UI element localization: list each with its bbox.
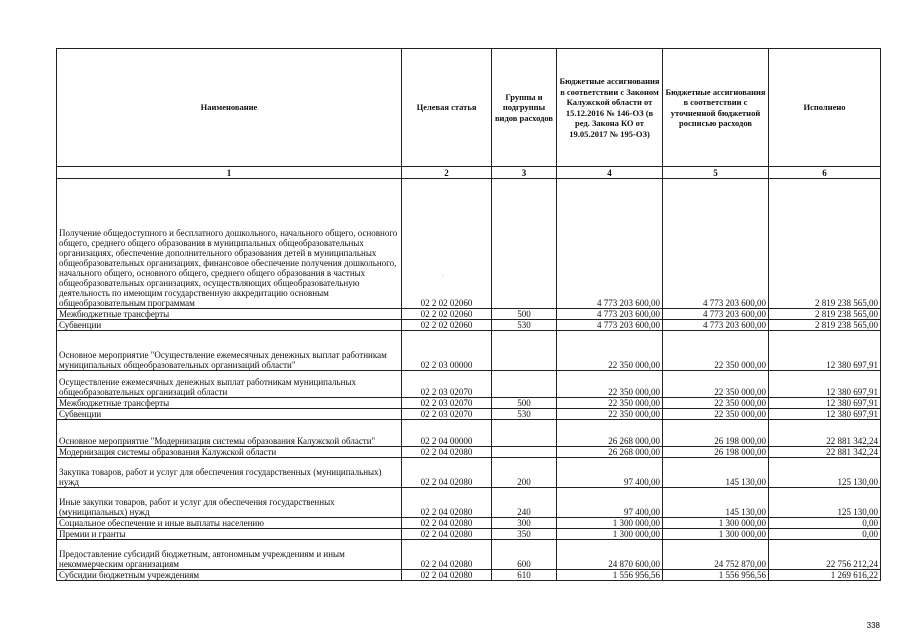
row-executed: 1 269 616,22 xyxy=(769,570,881,581)
table-row xyxy=(57,320,881,331)
table-row xyxy=(57,309,881,320)
row-approved: 22 350 000,00 xyxy=(557,331,663,371)
header-target-article: Целевая статья xyxy=(402,49,492,167)
row-executed: 2 819 238 565,00 xyxy=(769,179,881,309)
header-approved-law: Бюджетные ассигнования в соответствии с Законом Калужской области от 15.12.2016 № 146-ОЗ (в ред. Закона КО от 19.05.2017 № 195-ОЗ) xyxy=(557,49,663,167)
row-name: Субсидии бюджетным учреждениям xyxy=(57,570,402,581)
row-target-code: 02 2 04 02080 xyxy=(402,570,492,581)
row-approved: 97 400,00 xyxy=(557,488,663,518)
row-executed: 12 380 697,91 xyxy=(769,371,881,398)
row-approved: 24 870 600,00 xyxy=(557,540,663,570)
row-name: Иные закупки товаров, работ и услуг для обеспечения государственных (муниципальных) нужд xyxy=(57,488,402,518)
row-target-code: 02 2 02 02060 xyxy=(402,320,492,331)
table-row xyxy=(57,447,881,458)
row-target-code: 02 2 04 02080 xyxy=(402,447,492,458)
row-group xyxy=(492,420,557,447)
row-group: 530 xyxy=(492,409,557,420)
row-name: Закупка товаров, работ и услуг для обеспечения государственных (муниципальных) нужд xyxy=(57,458,402,488)
row-group: 200 xyxy=(492,458,557,488)
row-name: Осуществление ежемесячных денежных выплат работникам муниципальных общеобразовательных организаций области xyxy=(57,371,402,398)
row-name: Субвенции xyxy=(57,320,402,331)
table-row xyxy=(57,518,881,529)
row-executed: 125 130,00 xyxy=(769,458,881,488)
row-refined: 24 752 870,00 xyxy=(663,540,769,570)
column-number: 5 xyxy=(663,167,769,179)
row-target-code: 02 2 03 00000 xyxy=(402,331,492,371)
table-body xyxy=(57,179,881,581)
row-executed: 12 380 697,91 xyxy=(769,331,881,371)
row-refined: 1 300 000,00 xyxy=(663,518,769,529)
row-group: 300 xyxy=(492,518,557,529)
row-executed: 12 380 697,91 xyxy=(769,409,881,420)
row-refined: 22 350 000,00 xyxy=(663,331,769,371)
row-name: Основное мероприятие "Осуществление ежемесячных денежных выплат работникам муниципальных общеобразовательных организаций области" xyxy=(57,331,402,371)
scan-mark: · xyxy=(442,273,444,279)
row-name: Межбюджетные трансферты xyxy=(57,398,402,409)
row-group xyxy=(492,179,557,309)
row-target-code: 02 2 02 02060 xyxy=(402,309,492,320)
row-group: 500 xyxy=(492,398,557,409)
row-executed: 125 130,00 xyxy=(769,488,881,518)
row-target-code: 02 2 04 02080 xyxy=(402,458,492,488)
row-refined: 22 350 000,00 xyxy=(663,409,769,420)
budget-table xyxy=(56,48,881,581)
row-executed: 0,00 xyxy=(769,529,881,540)
table-row xyxy=(57,179,881,309)
row-name: Межбюджетные трансферты xyxy=(57,309,402,320)
row-approved: 1 300 000,00 xyxy=(557,529,663,540)
row-name: Премии и гранты xyxy=(57,529,402,540)
row-refined: 22 350 000,00 xyxy=(663,398,769,409)
row-name: Модернизация системы образования Калужской области xyxy=(57,447,402,458)
row-approved: 4 773 203 600,00 xyxy=(557,309,663,320)
row-name: Предоставление субсидий бюджетным, автономным учреждениям и иным некоммерческим организациям xyxy=(57,540,402,570)
row-group xyxy=(492,447,557,458)
row-executed: 2 819 238 565,00 xyxy=(769,309,881,320)
row-approved: 22 350 000,00 xyxy=(557,398,663,409)
column-number: 2 xyxy=(402,167,492,179)
row-executed: 22 881 342,24 xyxy=(769,420,881,447)
row-approved: 1 556 956,56 xyxy=(557,570,663,581)
table-row xyxy=(57,458,881,488)
header-name: Наименование xyxy=(57,49,402,167)
row-group xyxy=(492,331,557,371)
column-number: 3 xyxy=(492,167,557,179)
row-approved: 26 268 000,00 xyxy=(557,420,663,447)
table-row xyxy=(57,409,881,420)
row-target-code: 02 2 03 02070 xyxy=(402,398,492,409)
row-refined: 145 130,00 xyxy=(663,488,769,518)
row-target-code: 02 2 03 02070 xyxy=(402,371,492,398)
row-executed: 12 380 697,91 xyxy=(769,398,881,409)
row-group: 610 xyxy=(492,570,557,581)
row-approved: 4 773 203 600,00 xyxy=(557,179,663,309)
row-executed: 0,00 xyxy=(769,518,881,529)
table-row xyxy=(57,331,881,371)
header-row xyxy=(57,49,881,167)
row-target-code: 02 2 04 02080 xyxy=(402,488,492,518)
table-row xyxy=(57,540,881,570)
row-refined: 1 556 956,56 xyxy=(663,570,769,581)
row-approved: 22 350 000,00 xyxy=(557,371,663,398)
row-group: 240 xyxy=(492,488,557,518)
header-executed: Исполнено xyxy=(769,49,881,167)
row-group: 530 xyxy=(492,320,557,331)
row-name: Социальное обеспечение и иные выплаты населению xyxy=(57,518,402,529)
row-target-code: 02 2 04 02080 xyxy=(402,540,492,570)
row-group: 600 xyxy=(492,540,557,570)
row-refined: 4 773 203 600,00 xyxy=(663,309,769,320)
row-target-code: 02 2 02 02060 xyxy=(402,179,492,309)
row-group: 500 xyxy=(492,309,557,320)
row-refined: 4 773 203 600,00 xyxy=(663,179,769,309)
page-number: 338 xyxy=(866,621,880,630)
header-refined-budget: Бюджетные ассигнования в соответствии с уточненной бюджетной росписью расходов xyxy=(663,49,769,167)
row-target-code: 02 2 03 02070 xyxy=(402,409,492,420)
row-refined: 26 198 000,00 xyxy=(663,447,769,458)
table-row xyxy=(57,488,881,518)
row-name: Основное мероприятие "Модернизация системы образования Калужской области" xyxy=(57,420,402,447)
column-number-row xyxy=(57,167,881,179)
table-row xyxy=(57,420,881,447)
row-group xyxy=(492,371,557,398)
row-group: 350 xyxy=(492,529,557,540)
row-refined: 4 773 203 600,00 xyxy=(663,320,769,331)
column-number: 6 xyxy=(769,167,881,179)
row-approved: 97 400,00 xyxy=(557,458,663,488)
row-refined: 26 198 000,00 xyxy=(663,420,769,447)
row-executed: 22 756 212,24 xyxy=(769,540,881,570)
row-refined: 22 350 000,00 xyxy=(663,371,769,398)
row-approved: 22 350 000,00 xyxy=(557,409,663,420)
row-name: Субвенции xyxy=(57,409,402,420)
row-approved: 26 268 000,00 xyxy=(557,447,663,458)
header-expense-groups: Группы и подгруппы видов расходов xyxy=(492,49,557,167)
column-number: 4 xyxy=(557,167,663,179)
table-row xyxy=(57,398,881,409)
row-target-code: 02 2 04 02080 xyxy=(402,518,492,529)
row-executed: 2 819 238 565,00 xyxy=(769,320,881,331)
row-approved: 4 773 203 600,00 xyxy=(557,320,663,331)
table-row xyxy=(57,570,881,581)
row-approved: 1 300 000,00 xyxy=(557,518,663,529)
row-target-code: 02 2 04 00000 xyxy=(402,420,492,447)
table-row xyxy=(57,371,881,398)
row-refined: 1 300 000,00 xyxy=(663,529,769,540)
row-executed: 22 881 342,24 xyxy=(769,447,881,458)
row-name: Получение общедоступного и бесплатного дошкольного, начального общего, основного общего, среднего общего образования в муниципальных общеобразовательных организациях, обеспечение дополнительного образования детей в муниципальных общеобразовательных организациях, финансовое обеспечение получения дошкольного, начального общего, основного общего, среднего общего образования в частных общеобразовательных организациях, осуществляющих общеобразовательную деятельность по имеющим государственную аккредитацию основным общеобразовательным программам xyxy=(57,179,402,309)
table-row xyxy=(57,529,881,540)
column-number: 1 xyxy=(57,167,402,179)
row-refined: 145 130,00 xyxy=(663,458,769,488)
row-target-code: 02 2 04 02080 xyxy=(402,529,492,540)
